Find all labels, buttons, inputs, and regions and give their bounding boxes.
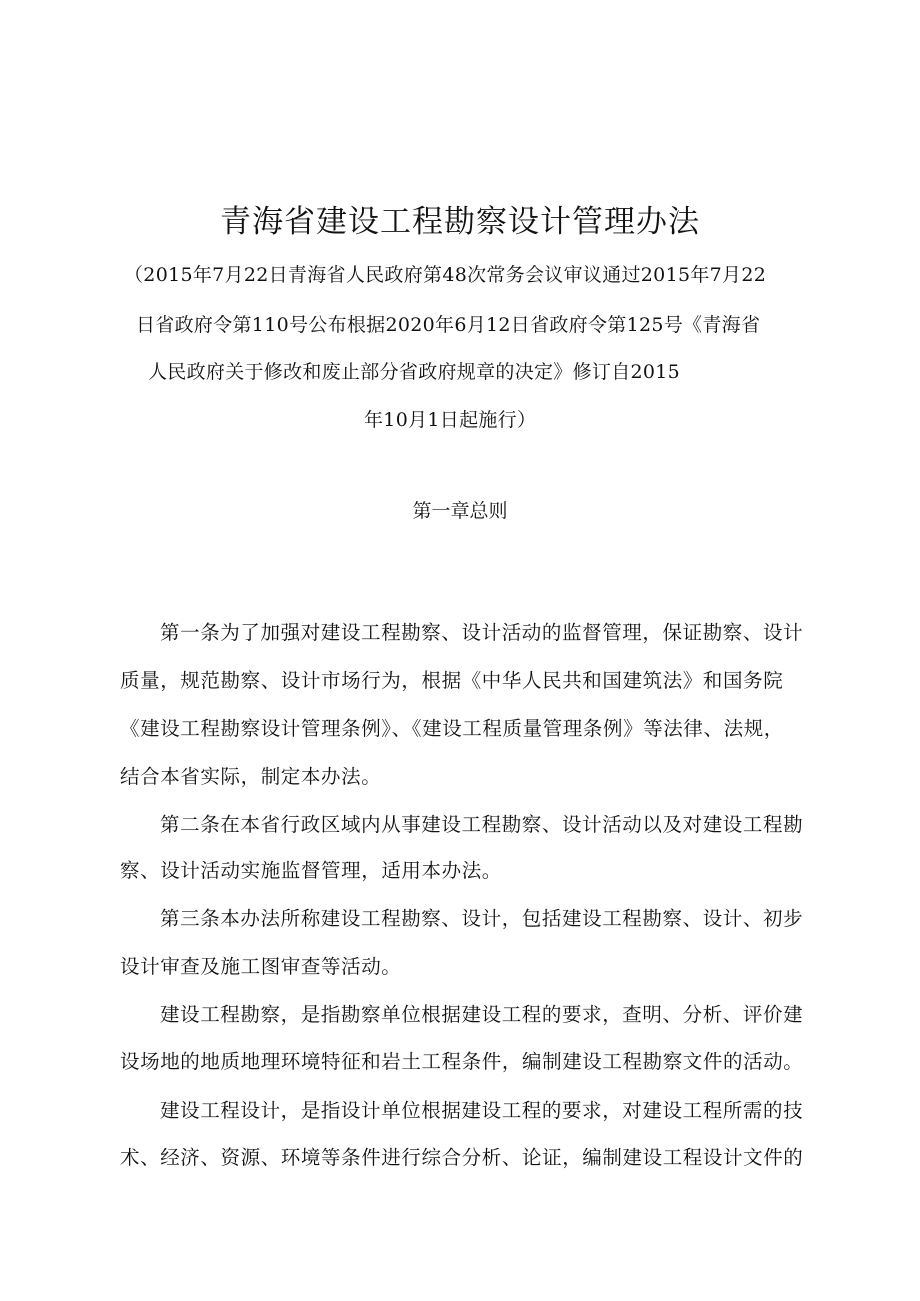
subtitle-line: 日省政府令第110号公布根据2020年6月12日省政府令第125号《青海省 xyxy=(136,314,761,336)
paragraph-line: 设计审查及施工图审查等活动。 xyxy=(120,955,402,978)
subtitle-line: 人民政府关于修改和废止部分省政府规章的决定》修订自2015 xyxy=(148,361,681,383)
paragraph-line: 《建设工程勘察设计管理条例》、《建设工程质量管理条例》等法律、法规， xyxy=(120,717,784,740)
paragraph-line: 第二条在本省行政区域内从事建设工程勘察、设计活动以及对建设工程勘 xyxy=(160,813,804,836)
paragraph-line: 设场地的地质地理环境特征和岩土工程条件，编制建设工程勘察文件的活动。 xyxy=(120,1050,804,1073)
paragraph-line: 第一条为了加强对建设工程勘察、设计活动的监督管理，保证勘察、设计 xyxy=(160,621,804,644)
paragraph-line: 术、经济、资源、环境等条件进行综合分析、论证，编制建设工程设计文件的 xyxy=(120,1146,804,1169)
chapter-heading: 第一章总则 xyxy=(412,500,508,522)
paragraph-line: 察、设计活动实施监督管理，适用本办法。 xyxy=(120,859,502,882)
document-title: 青海省建设工程勘察设计管理办法 xyxy=(220,204,700,240)
paragraph-line: 结合本省实际，制定本办法。 xyxy=(120,765,382,788)
paragraph-line: 第三条本办法所称建设工程勘察、设计，包括建设工程勘察、设计、初步 xyxy=(160,907,804,930)
paragraph-line: 建设工程勘察，是指勘察单位根据建设工程的要求，查明、分析、评价建 xyxy=(160,1003,804,1026)
paragraph-line: 质量，规范勘察、设计市场行为，根据《中华人民共和国建筑法》和国务院 xyxy=(120,669,784,692)
subtitle-line: 年10月1日起施行） xyxy=(364,409,537,431)
subtitle-line: （2015年7月22日青海省人民政府第48次常务会议审议通过2015年7月22 xyxy=(124,264,767,286)
paragraph-line: 建设工程设计，是指设计单位根据建设工程的要求，对建设工程所需的技 xyxy=(160,1099,804,1122)
